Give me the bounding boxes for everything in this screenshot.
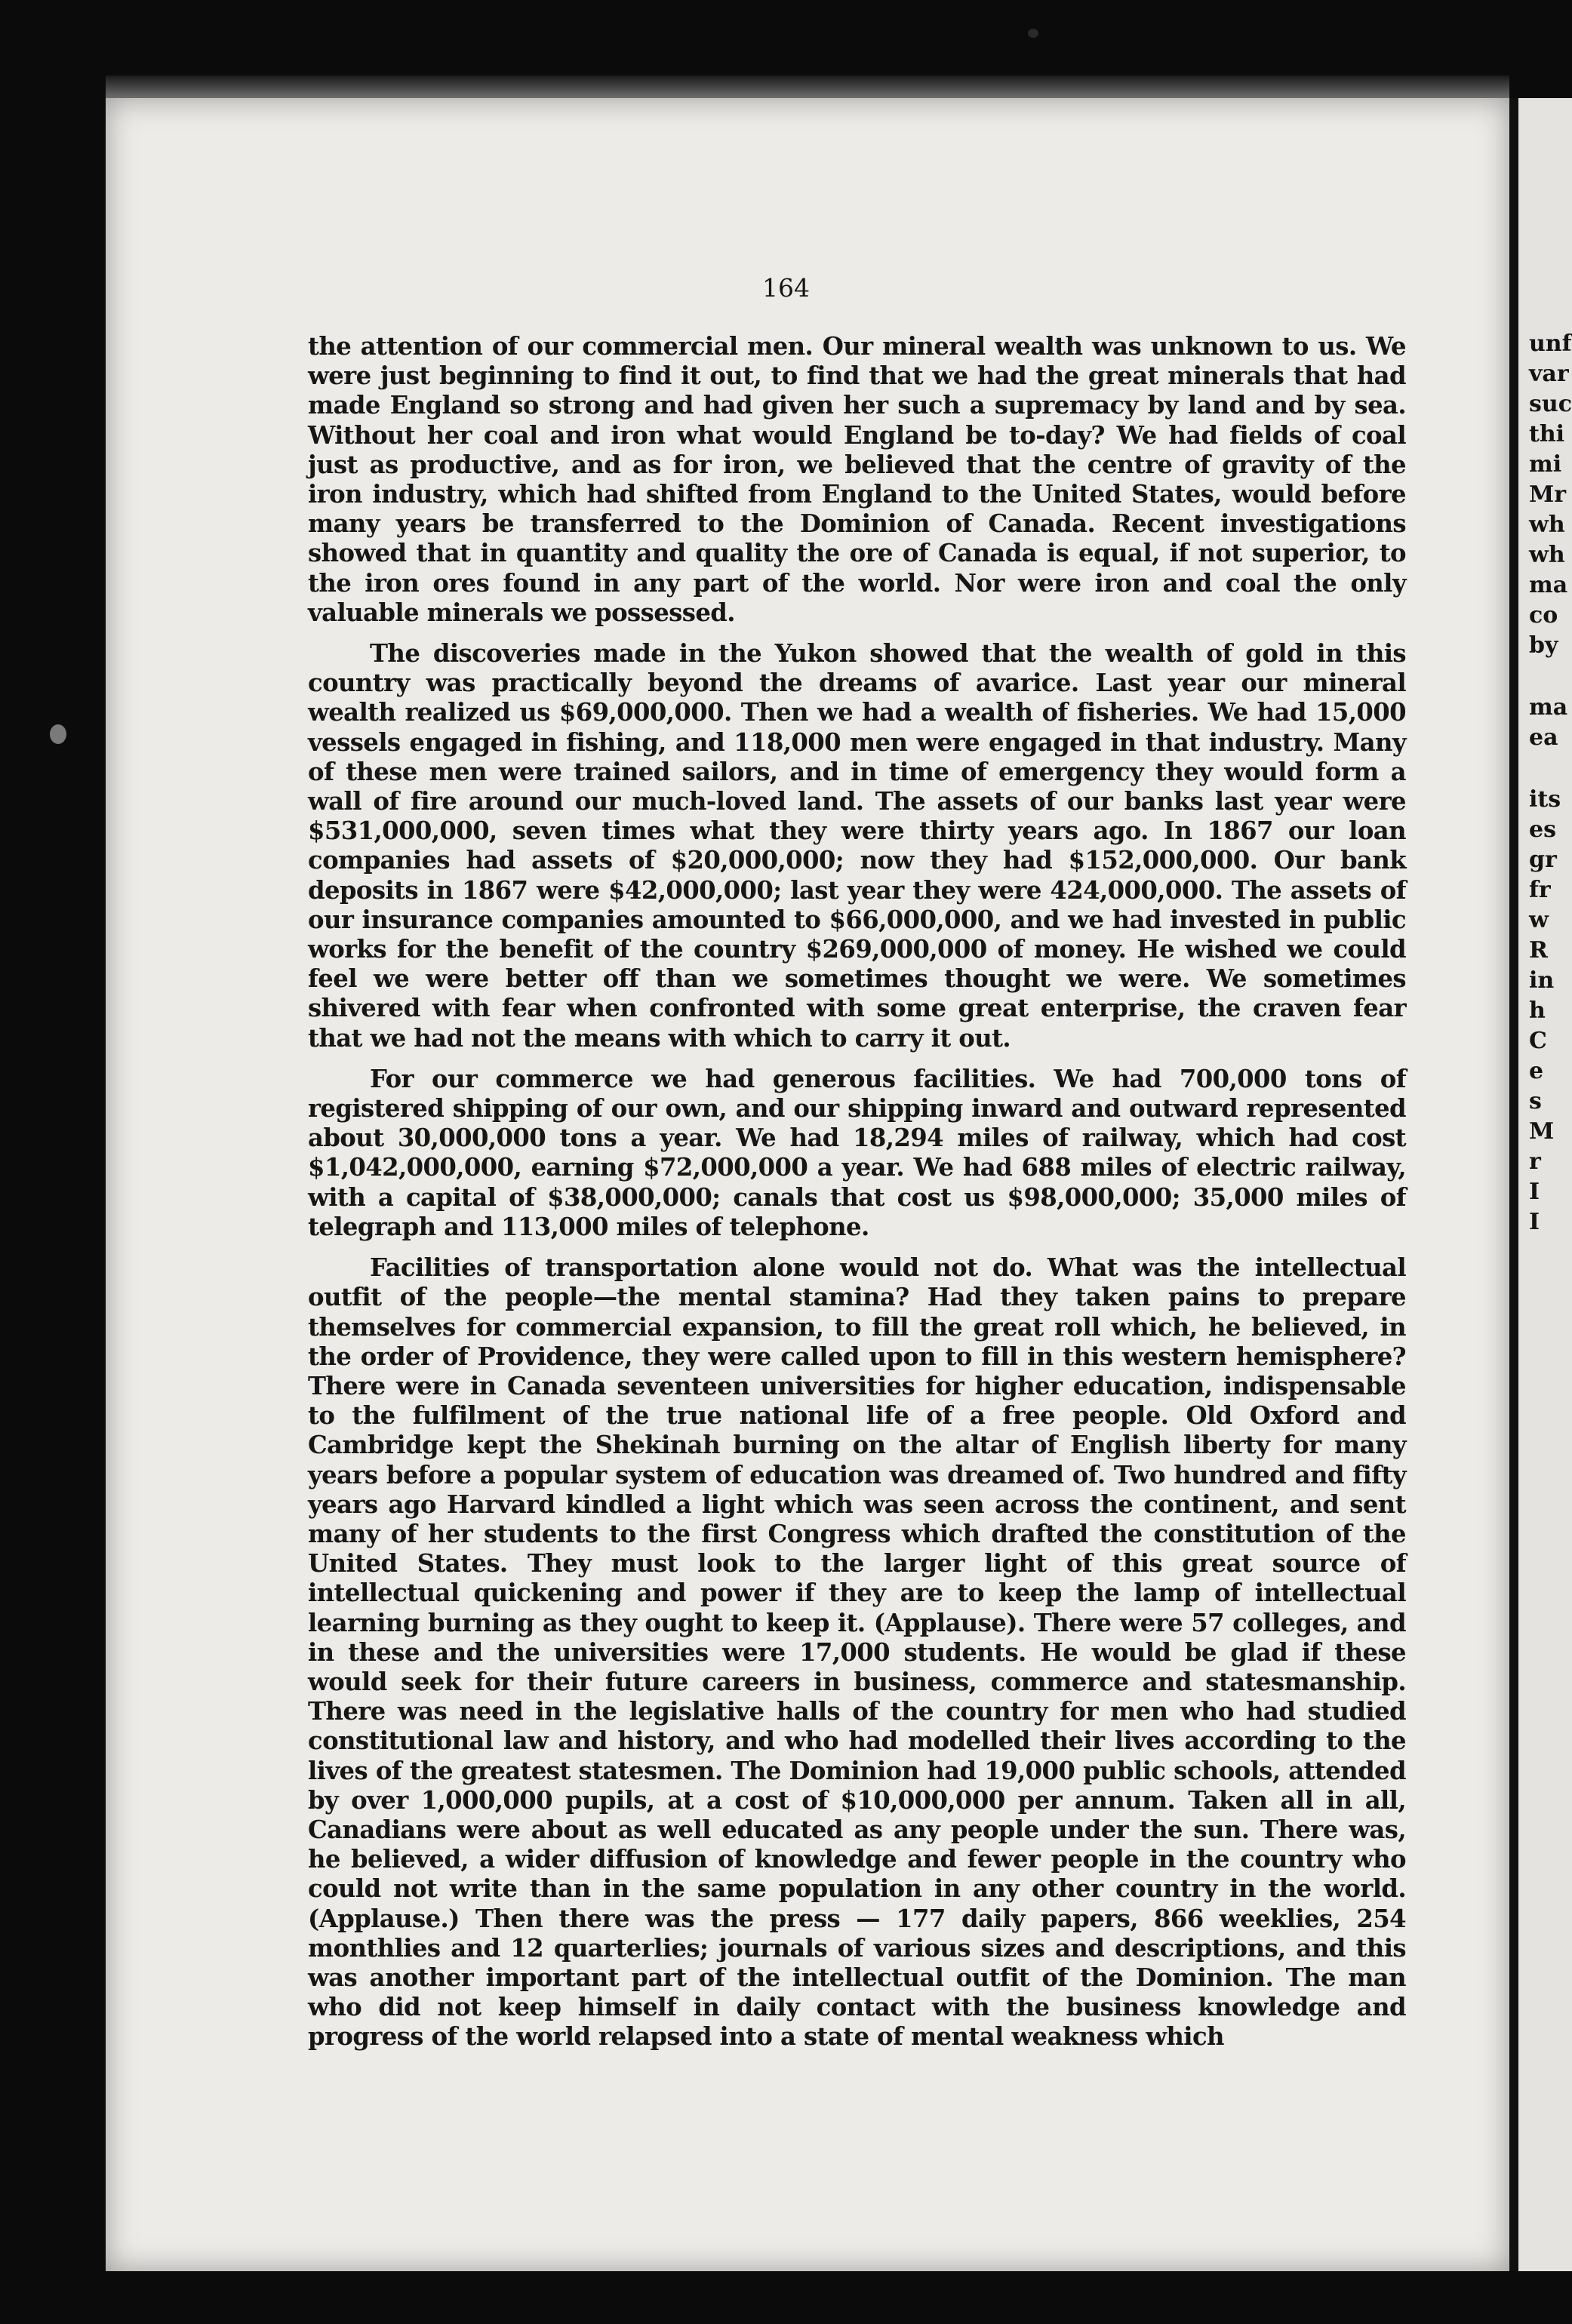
adjacent-page-fragment: wh — [1529, 512, 1565, 538]
adjacent-page-fragment: gr — [1529, 847, 1557, 873]
adjacent-page-fragment: e — [1529, 1058, 1544, 1084]
adjacent-page-fragment: by — [1529, 632, 1558, 659]
adjacent-page-fragment: es — [1529, 816, 1556, 843]
page-top-edge — [106, 75, 1509, 98]
paragraph: Facilities of transportation alone would not do. What was the intellectual outfit of the people—the mental stamina? Had they taken pains to prepare themselves for commercial expansion, to fill the great roll which, he believed, in the order of Providence, they were called upon to fill in this western hemisphere? There were in Canada seventeen universities for higher education, indispensable to the fulfilment of the true national life of a free people. Old Oxford and Cambridge kept the Shekinah burning on the altar of English liberty for many years before a popular system of education was dreamed of. Two hundred and fifty years ago Harvard kindled a light which was seen across the continent, and sent many of her students to the first Congress which drafted the constitution of the United States. They must look to the larger light of this great source of intellectual quickening and power if they are to keep the lamp of intellectual learning burning as they ought to keep it. (Applause). There were 57 colleges, and in these and the universities were 17,000 students. He would be glad if these would seek for their future careers in business, commerce and statesmanship. There was need in the legislative halls of the country for men who had studied constitutional law and history, and who had modelled their lives according to the lives of the greatest statesmen. The Dominion had 19,000 public schools, attended by over 1,000,000 pupils, at a cost of $10,000,000 per annum. Taken all in all, Canadians were about as well educated as any people under the sun. There was, he believed, a wider diffusion of knowledge and fewer people in the country who could not write than in the same population in any other country in the world. (Applause.) Then there was the press — 177 daily papers, 866 weeklies, 254 monthlies and 12 quarterlies; journals of various sizes and descriptions, and this was another important part of the intellectual outfit of the Dominion. The man who did not keep himself in daily contact with the business knowledge and progress of the world relapsed into a state of mental weakness which — [308, 1253, 1406, 2052]
page-gutter — [1509, 98, 1518, 2271]
adjacent-page-fragment: co — [1529, 602, 1558, 629]
adjacent-page-fragment: ea — [1529, 724, 1558, 751]
adjacent-page-fragment: h — [1529, 998, 1546, 1024]
adjacent-page-fragment: unf — [1529, 330, 1572, 357]
adjacent-page-fragment: R — [1529, 937, 1548, 964]
page-number: 164 — [762, 273, 810, 303]
adjacent-page-fragment: thi — [1529, 421, 1565, 447]
adjacent-page-fragment: ma — [1529, 694, 1568, 721]
paragraph: the attention of our commercial men. Our mineral wealth was unknown to us. We were just beginning to find it out, to find that we had the great minerals that had made England so strong and had given her such a supremacy by land and by sea. Without her coal and iron what would England be to-day? We had fields of coal just as productive, and as for iron, we believed that the centre of gravity of the iron industry, which had shifted from England to the United States, would before many years be transferred to the Dominion of Canada. Recent investigations showed that in quantity and quality the ore of Canada is equal, if not superior, to the iron ores found in any part of the world. Nor were iron and coal the only valuable minerals we possessed. — [308, 332, 1406, 627]
adjacent-page-fragment: s — [1529, 1088, 1542, 1114]
adjacent-page-fragment: C — [1529, 1028, 1547, 1054]
paragraph: The discoveries made in the Yukon showed that the wealth of gold in this country was practically beyond the dreams of avarice. Last year our mineral wealth realized us $69,000,000. Then we had a wealth of fisheries. We had 15,000 vessels engaged in fishing, and 118,000 men were engaged in that industry. Many of these men were trained sailors, and in time of emergency they would form a wall of fire around our much-loved land. The assets of our banks last year were $531,000,000, seven times what they were thirty years ago. In 1867 our loan companies had assets of $20,000,000; now they had $152,000,000. Our bank deposits in 1867 were $42,000,000; last year they were 424,000,000. The assets of our insurance companies amounted to $66,000,000, and we had invested in public works for the benefit of the country $269,000,000 of money. He wished we could feel we were better off than we sometimes thought we were. We sometimes shivered with fear when confronted with some great enterprise, the craven fear that we had not the means with which to carry it out. — [308, 639, 1406, 1053]
adjacent-page-fragment: fr — [1529, 877, 1551, 903]
adjacent-page-fragment: ma — [1529, 572, 1568, 598]
adjacent-page-fragment: I — [1529, 1179, 1540, 1205]
adjacent-page-fragment: suc — [1529, 391, 1572, 417]
adjacent-page-fragment: wh — [1529, 542, 1565, 568]
adjacent-page-fragment: r — [1529, 1148, 1541, 1175]
adjacent-page-fragment: its — [1529, 786, 1561, 813]
scan-speck — [1028, 29, 1038, 38]
adjacent-page-fragment: Mr — [1529, 481, 1567, 508]
adjacent-page-fragment: M — [1529, 1118, 1555, 1145]
adjacent-page-fragment: mi — [1529, 451, 1562, 478]
paragraph: For our commerce we had generous facilities. We had 700,000 tons of registered shipping of our own, and our shipping inward and outward represented about 30,000,000 tons a year. We had 18,294 miles of railway, which had cost $1,042,000,000, earning $72,000,000 a year. We had 688 miles of electric railway, with a capital of $38,000,000; canals that cost us $98,000,000; 35,000 miles of telegraph and 113,000 miles of telephone. — [308, 1064, 1406, 1241]
adjacent-page-fragment: in — [1529, 967, 1555, 994]
adjacent-page-edge — [1509, 98, 1572, 2271]
scan-speck — [50, 724, 66, 744]
page-body-text — [308, 332, 1406, 2064]
adjacent-page-fragment: I — [1529, 1209, 1540, 1235]
adjacent-page-fragment: var — [1529, 361, 1569, 387]
adjacent-page-fragment: w — [1529, 907, 1549, 933]
